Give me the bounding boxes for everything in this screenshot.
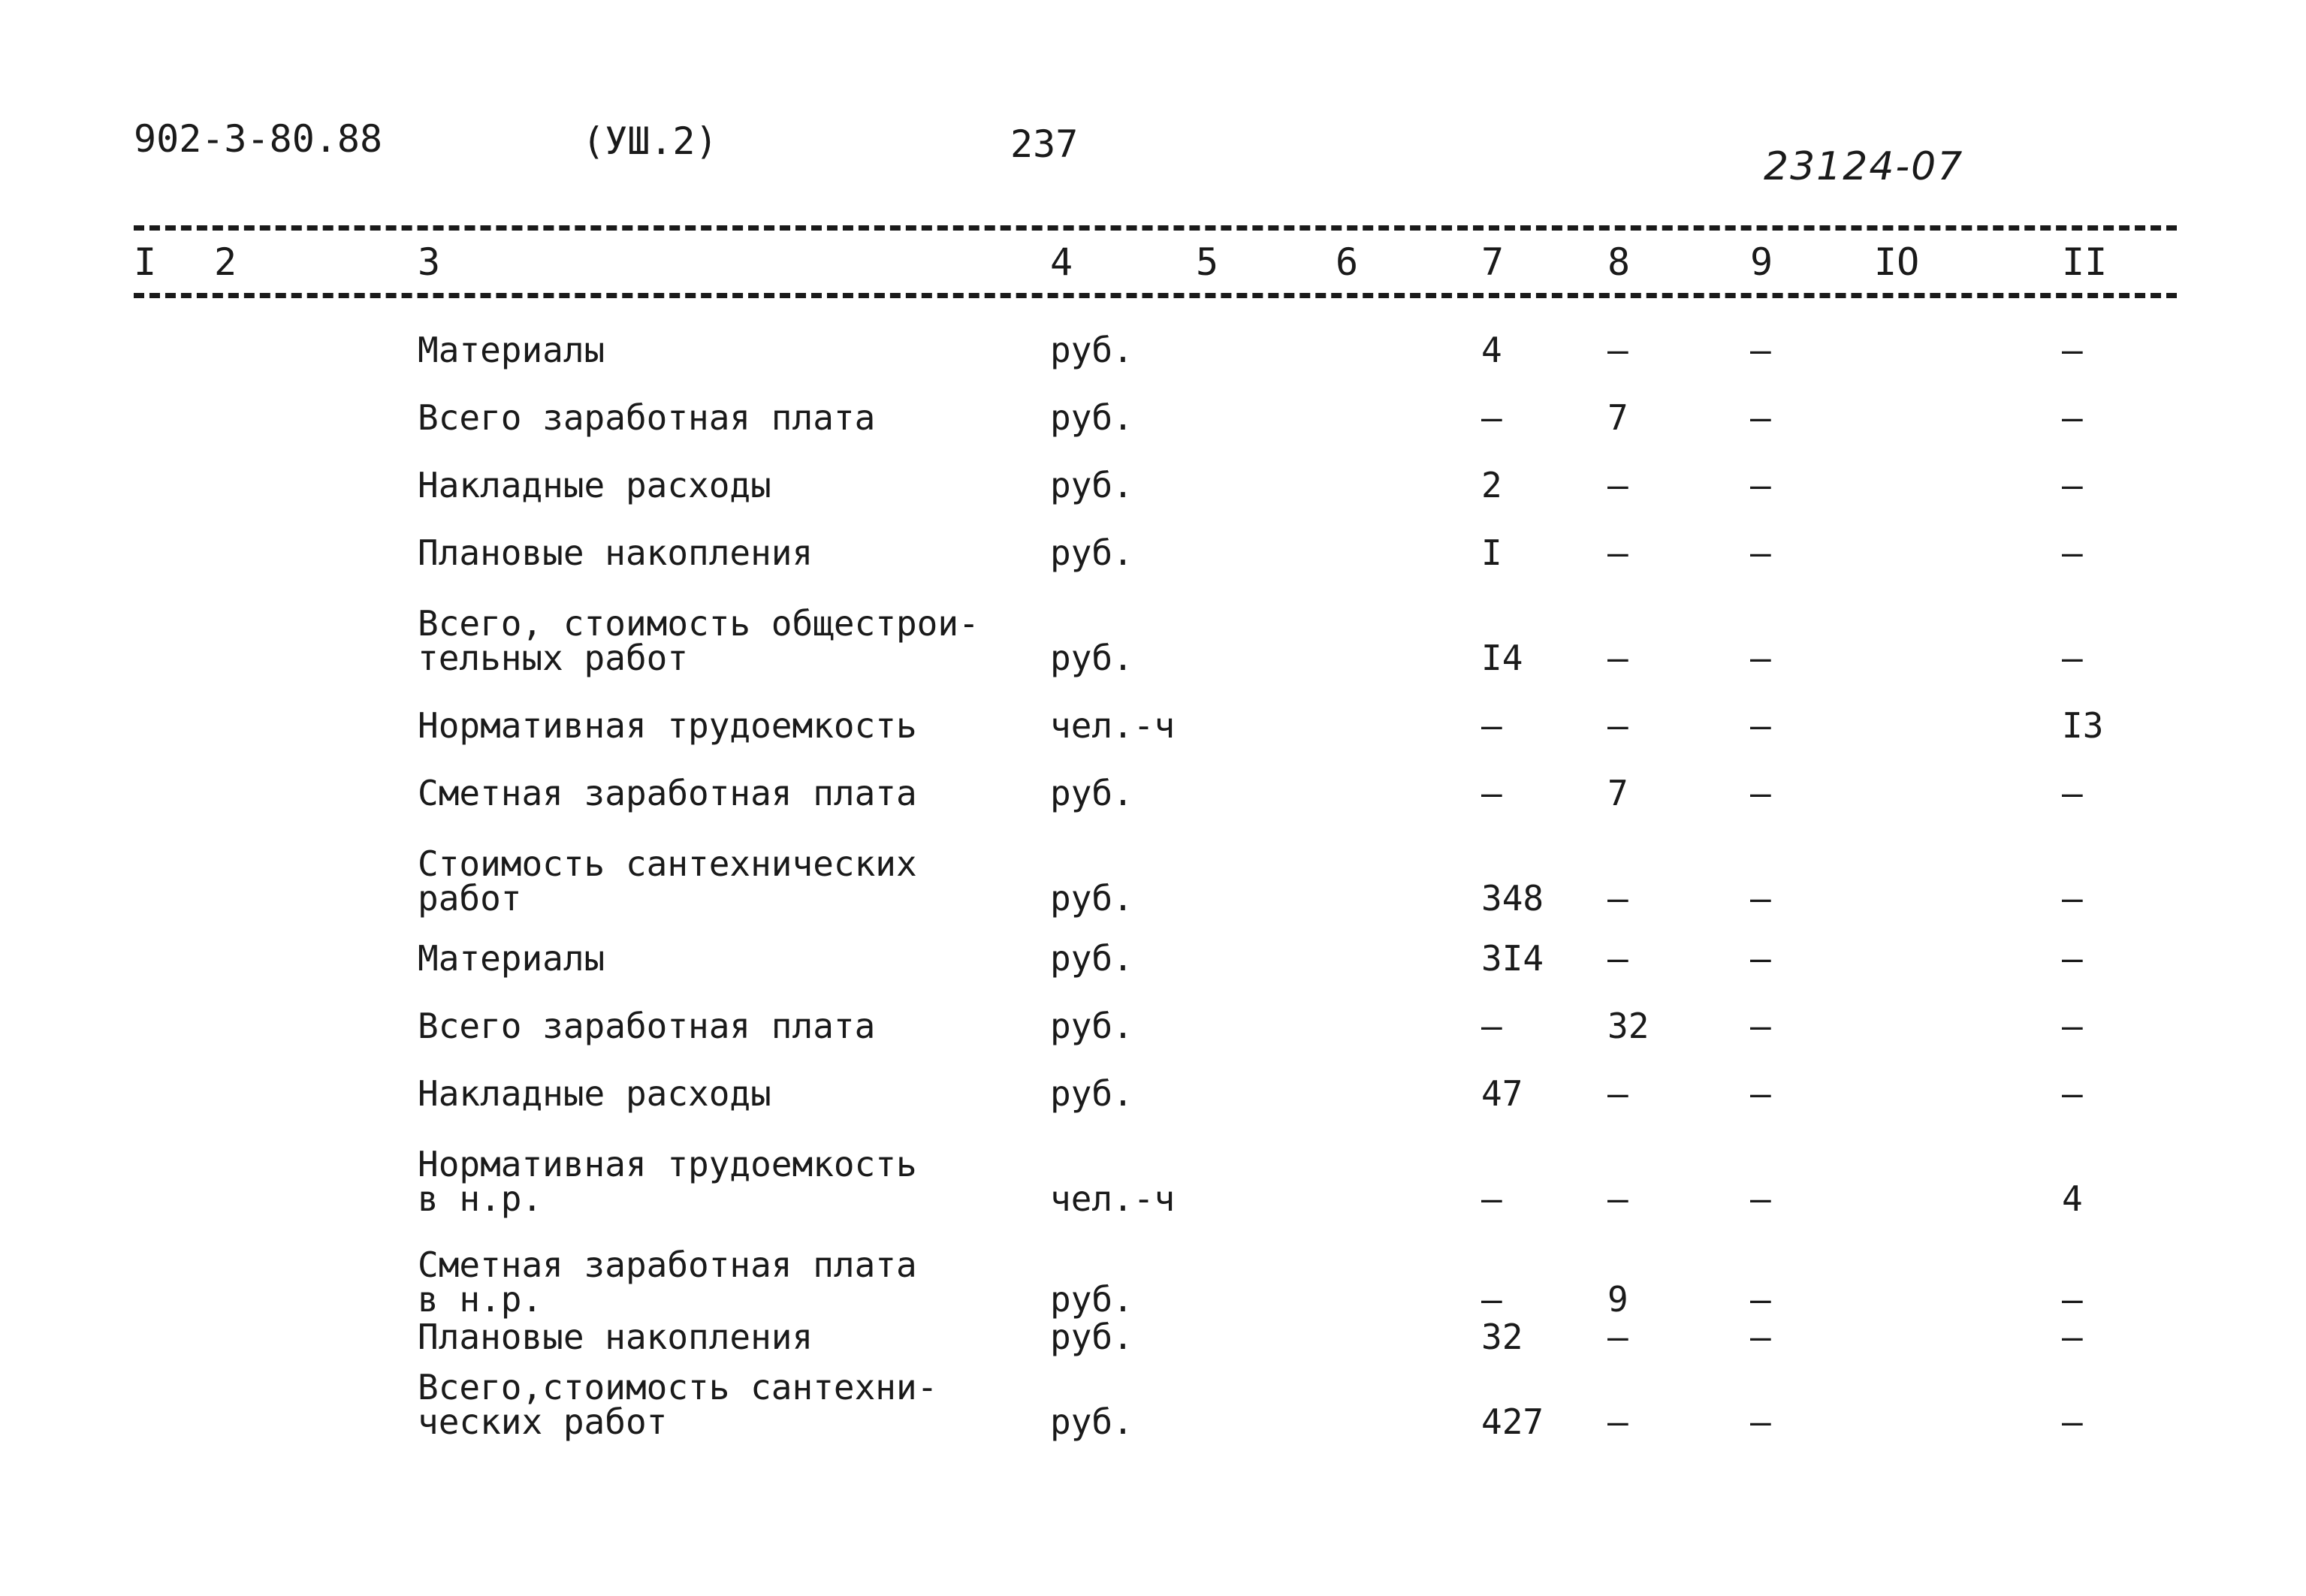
col9-value: – (1750, 1178, 1771, 1219)
col11-value: – (2062, 533, 2083, 573)
col7-value: 348 (1481, 878, 1544, 919)
row-label (418, 533, 813, 573)
row-label (418, 1144, 917, 1219)
col8-value: 7 (1607, 397, 1628, 438)
inventory-number: 23124-07 (1764, 144, 1964, 189)
col7-value: – (1481, 705, 1502, 746)
column-number: 2 (214, 240, 237, 284)
col11-value: – (2062, 1279, 2083, 1320)
col9-value: – (1750, 1073, 1771, 1114)
unit-cell: руб. (1050, 1279, 1133, 1320)
col7-value: – (1481, 1279, 1502, 1320)
section-number: (УШ.2) (582, 119, 718, 163)
unit-cell: руб. (1050, 878, 1133, 919)
row-label-line: Всего заработная плата (418, 1006, 876, 1046)
col11-value: – (2062, 938, 2083, 979)
row-label (418, 465, 771, 505)
row-label (418, 1245, 917, 1320)
col7-value: 47 (1481, 1073, 1523, 1114)
col8-value: 7 (1607, 773, 1628, 813)
col7-value: 32 (1481, 1317, 1523, 1357)
row-label-line: Нормативная трудоемкость (418, 705, 917, 746)
column-number: 7 (1481, 240, 1505, 284)
header-rule-bottom (134, 293, 2177, 298)
unit-cell: руб. (1050, 773, 1133, 813)
row-label-line: Накладные расходы (418, 1073, 771, 1114)
unit-cell: руб. (1050, 1073, 1133, 1114)
col11-value: – (2062, 330, 2083, 370)
document-code: 902-3-80.88 (134, 117, 383, 161)
row-label-line: тельных работ (418, 638, 689, 678)
row-label-line: Накладные расходы (418, 465, 771, 505)
col7-value: 427 (1481, 1401, 1544, 1442)
row-label-line: в н.р. (418, 1279, 543, 1320)
col11-value: – (2062, 773, 2083, 813)
col11-value: – (2062, 397, 2083, 438)
col8-value: – (1607, 638, 1628, 678)
col8-value: – (1607, 705, 1628, 746)
row-label-line: Материалы (418, 330, 605, 370)
col9-value: – (1750, 638, 1771, 678)
col8-value: – (1607, 1073, 1628, 1114)
col9-value: – (1750, 878, 1771, 919)
col9-value: – (1750, 330, 1771, 370)
col7-value: 4 (1481, 330, 1502, 370)
col11-value: – (2062, 878, 2083, 919)
column-number: 8 (1607, 240, 1631, 284)
col7-value: 3I4 (1481, 938, 1544, 979)
row-label (418, 397, 876, 438)
row-label-line: Нормативная трудоемкость (418, 1144, 917, 1184)
col11-value: – (2062, 1073, 2083, 1114)
col11-value: 4 (2062, 1178, 2083, 1219)
col11-value: – (2062, 465, 2083, 505)
unit-cell: чел.-ч (1050, 705, 1176, 746)
row-label (418, 1317, 813, 1357)
col7-value: – (1481, 1178, 1502, 1219)
col9-value: – (1750, 397, 1771, 438)
col7-value: – (1481, 1006, 1502, 1046)
unit-cell: чел.-ч (1050, 1178, 1176, 1219)
col11-value: I3 (2062, 705, 2104, 746)
col11-value: – (2062, 1317, 2083, 1357)
unit-cell: руб. (1050, 465, 1133, 505)
col8-value: – (1607, 1178, 1628, 1219)
col9-value: – (1750, 1401, 1771, 1442)
unit-cell: руб. (1050, 638, 1133, 678)
col8-value: – (1607, 1317, 1628, 1357)
col7-value: I4 (1481, 638, 1523, 678)
row-label (418, 843, 917, 919)
col8-value: – (1607, 465, 1628, 505)
col9-value: – (1750, 773, 1771, 813)
col9-value: – (1750, 1317, 1771, 1357)
col11-value: – (2062, 1006, 2083, 1046)
row-label-line: Всего, стоимость общестрои- (418, 603, 979, 644)
row-label-line: Сметная заработная плата (418, 1245, 917, 1285)
col7-value: I (1481, 533, 1502, 573)
unit-cell: руб. (1050, 397, 1133, 438)
column-number: I (134, 240, 157, 284)
col7-value: – (1481, 397, 1502, 438)
col8-value: – (1607, 1401, 1628, 1442)
row-label (418, 1367, 938, 1442)
row-label-line: Всего заработная плата (418, 397, 876, 438)
unit-cell: руб. (1050, 1401, 1133, 1442)
row-label (418, 603, 979, 678)
row-label (418, 938, 605, 979)
header-rule-top (134, 225, 2177, 231)
page-number: 237 (1010, 122, 1079, 166)
unit-cell: руб. (1050, 1317, 1133, 1357)
col8-value: 32 (1607, 1006, 1650, 1046)
col9-value: – (1750, 938, 1771, 979)
row-label-line: ческих работ (418, 1401, 668, 1442)
column-number: 6 (1336, 240, 1359, 284)
column-number: II (2062, 240, 2108, 284)
row-label-line: работ (418, 878, 522, 919)
col9-value: – (1750, 1279, 1771, 1320)
row-label (418, 773, 917, 813)
unit-cell: руб. (1050, 1006, 1133, 1046)
col7-value: – (1481, 773, 1502, 813)
unit-cell: руб. (1050, 938, 1133, 979)
row-label (418, 1006, 876, 1046)
col11-value: – (2062, 638, 2083, 678)
col8-value: – (1607, 938, 1628, 979)
row-label-line: Плановые накопления (418, 533, 813, 573)
col9-value: – (1750, 705, 1771, 746)
unit-cell: руб. (1050, 533, 1133, 573)
column-number: IO (1874, 240, 1920, 284)
col9-value: – (1750, 1006, 1771, 1046)
col8-value: – (1607, 878, 1628, 919)
col11-value: – (2062, 1401, 2083, 1442)
column-number: 5 (1196, 240, 1219, 284)
row-label-line: в н.р. (418, 1178, 543, 1219)
col9-value: – (1750, 465, 1771, 505)
col9-value: – (1750, 533, 1771, 573)
row-label-line: Стоимость сантехнических (418, 843, 917, 884)
row-label-line: Сметная заработная плата (418, 773, 917, 813)
column-number: 3 (418, 240, 441, 284)
column-number: 9 (1750, 240, 1773, 284)
column-number: 4 (1050, 240, 1073, 284)
col8-value: 9 (1607, 1279, 1628, 1320)
row-label-line: Всего,стоимость сантехни- (418, 1367, 938, 1407)
unit-cell: руб. (1050, 330, 1133, 370)
row-label (418, 705, 917, 746)
col7-value: 2 (1481, 465, 1502, 505)
row-label-line: Плановые накопления (418, 1317, 813, 1357)
row-label (418, 1073, 771, 1114)
col8-value: – (1607, 330, 1628, 370)
row-label (418, 330, 605, 370)
col8-value: – (1607, 533, 1628, 573)
row-label-line: Материалы (418, 938, 605, 979)
